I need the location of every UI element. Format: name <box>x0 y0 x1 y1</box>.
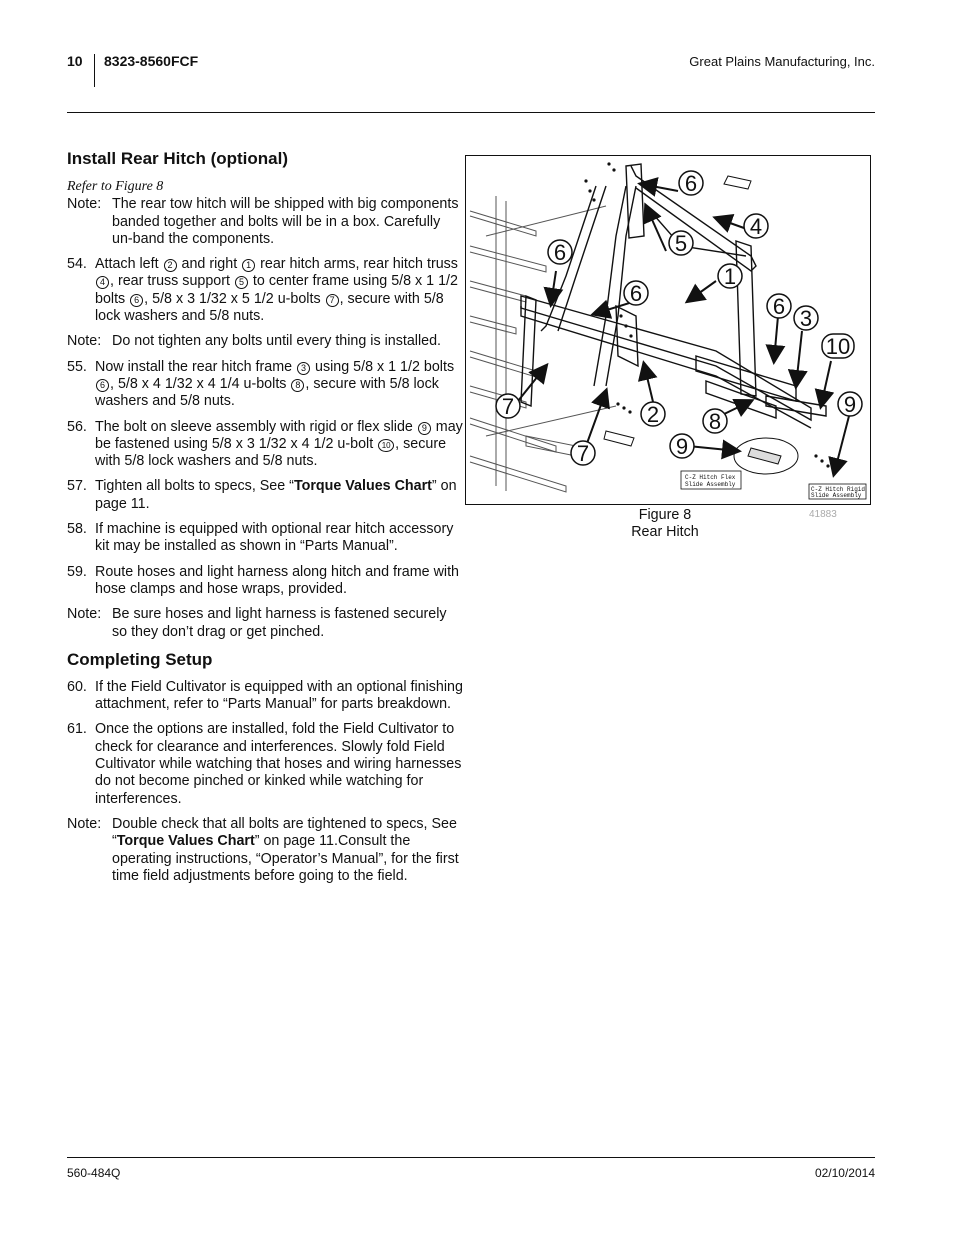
figure-caption-number: Figure 8 <box>638 507 692 523</box>
step-text: Tighten all bolts to specs, See “Torque Values Chart” on page 11. <box>95 478 457 512</box>
step-text: Attach left 2 and right 1 rear hitch arms, rear hitch truss 4 , rear truss support 5 to center frame using 5/8 x 1 1/2 bolts 6 , 5/8 x 3 1/32 x 5 1/2 u-bolts 7 , secure with 5/8 lock washers and 5/8 nuts. <box>95 256 458 325</box>
step-text: If machine is equipped with optional rear hitch accessory kit may be installed as shown in “Parts Manual”. <box>95 521 454 555</box>
callout-8: 8 <box>708 409 722 434</box>
callout-1: 1 <box>723 264 737 289</box>
step-number: 57. <box>67 478 87 495</box>
step-text: Now install the rear hitch frame 3 using 5/8 x 1 1/2 bolts 6 , 5/8 x 4 1/32 x 4 1/4 u-bolts 8 , secure with 5/8 lock washers and 5/8 nuts. <box>95 358 455 410</box>
note-label: Note: <box>67 333 102 350</box>
note-label: Note: <box>67 815 102 832</box>
note-text: Double check that all bolts are tightened to specs, See “Torque Values Chart” on page 11.Consult the operating instructions, “Operator’s Manual”, for the first time field adjustments before going to the field. <box>112 815 459 884</box>
step-number: 61. <box>67 721 87 738</box>
circled-number: 2 <box>164 259 177 272</box>
callout-5: 5 <box>674 231 688 256</box>
circled-number: 8 <box>291 379 304 392</box>
direction-arrow-icon <box>604 431 634 446</box>
svg-text:C-Z Hitch Flex: C-Z Hitch Flex <box>685 474 736 481</box>
callout-3: 3 <box>799 306 813 331</box>
note-text: Be sure hoses and light harness is fastened securely so they don’t drag or get pinched. <box>112 606 447 640</box>
figure-id: 41883 <box>809 509 837 520</box>
callout-9: 9 <box>843 392 857 417</box>
step-60 <box>67 679 463 714</box>
note-hoses <box>67 606 463 641</box>
circled-number: 3 <box>297 362 310 375</box>
circled-number: 1 <box>242 259 255 272</box>
step-number: 55. <box>67 358 87 375</box>
note-label: Note: <box>67 196 102 213</box>
circled-number: 4 <box>96 276 109 289</box>
circled-number: 6 <box>130 294 143 307</box>
svg-text:C-Z Hitch Rigid: C-Z Hitch Rigid <box>811 486 866 493</box>
footer-date: 02/10/2014 <box>814 1166 875 1180</box>
callout-6: 6 <box>772 294 786 319</box>
step-text: The bolt on sleeve assembly with rigid or flex slide 9 may be fastened using 5/8 x 3 1/32 x 4 1/2 u-bolt 10 , secure with 5/8 lock washers and 5/8 nuts. <box>95 418 463 470</box>
header-divider <box>94 54 95 87</box>
svg-text:Slide Assembly: Slide Assembly <box>685 481 736 488</box>
note-shipping <box>67 196 463 248</box>
rear-hitch-figure <box>465 155 871 505</box>
footer-rule <box>67 1157 875 1158</box>
callout-6: 6 <box>629 281 643 306</box>
text-column <box>67 148 463 893</box>
callout-9: 9 <box>675 434 689 459</box>
step-61 <box>67 721 463 807</box>
circled-number: 9 <box>418 422 431 435</box>
circled-number: 7 <box>326 294 339 307</box>
callout-6: 6 <box>684 171 698 196</box>
callout-10: 10 <box>825 334 851 359</box>
torque-values-link: Torque Values Chart <box>116 833 255 850</box>
circled-number: 5 <box>235 276 248 289</box>
figure-caption <box>610 507 720 541</box>
step-number: 59. <box>67 563 87 580</box>
step-57 <box>67 478 463 513</box>
company-name: Great Plains Manufacturing, Inc. <box>689 54 875 69</box>
figure-caption-title: Rear Hitch <box>631 524 699 540</box>
callout-7: 7 <box>576 441 590 466</box>
direction-arrow-icon <box>724 176 751 189</box>
circled-number: 6 <box>96 379 109 392</box>
step-text: If the Field Cultivator is equipped with an optional finishing attachment, refer to “Parts Manual” for parts breakdown. <box>95 678 463 713</box>
step-number: 58. <box>67 521 87 538</box>
step-number: 54. <box>67 256 87 273</box>
svg-text:Slide Assembly: Slide Assembly <box>811 492 862 499</box>
note-double-check <box>67 816 463 885</box>
section-title-completing-setup: Completing Setup <box>67 649 213 669</box>
step-text: Once the options are installed, fold the Field Cultivator to check for clearance and interferences. Slowly fold Field Cultivator while watching that hoses and wiring harnesses do not become pinched or kinked while watching for interferences. <box>95 721 462 807</box>
page-number: 10 <box>67 53 83 69</box>
note-text: The rear tow hitch will be shipped with big components banded together and bolts will be in a box. Carefully un-band the components. <box>112 196 459 247</box>
flex-slide-label <box>681 471 741 489</box>
rigid-slide-label <box>809 484 866 499</box>
callout-7: 7 <box>501 394 515 419</box>
document-number: 8323-8560FCF <box>104 53 199 69</box>
footer-part-number: 560-484Q <box>67 1166 121 1180</box>
step-54 <box>67 256 463 325</box>
step-text: Route hoses and light harness along hitch and frame with hose clamps and hose wraps, provided. <box>95 563 459 597</box>
step-number: 56. <box>67 418 87 435</box>
header-rule <box>67 112 875 113</box>
torque-values-link: Torque Values Chart <box>293 478 432 495</box>
callout-2: 2 <box>646 402 660 427</box>
step-58 <box>67 521 463 556</box>
callout-6: 6 <box>553 240 567 265</box>
section-title-install-rear-hitch: Install Rear Hitch (optional) <box>67 149 289 168</box>
step-59 <box>67 564 463 599</box>
figure-reference: Refer to Figure 8 <box>67 179 164 194</box>
callout-numbers <box>496 171 862 466</box>
step-55 <box>67 359 463 411</box>
note-do-not-tighten <box>67 333 463 350</box>
note-label: Note: <box>67 606 102 623</box>
circled-number: 10 <box>378 439 394 452</box>
step-56 <box>67 419 463 471</box>
callout-4: 4 <box>749 214 763 239</box>
note-text: Do not tighten any bolts until every thing is installed. <box>112 333 442 350</box>
rear-hitch-drawing <box>466 156 870 504</box>
step-number: 60. <box>67 678 87 695</box>
